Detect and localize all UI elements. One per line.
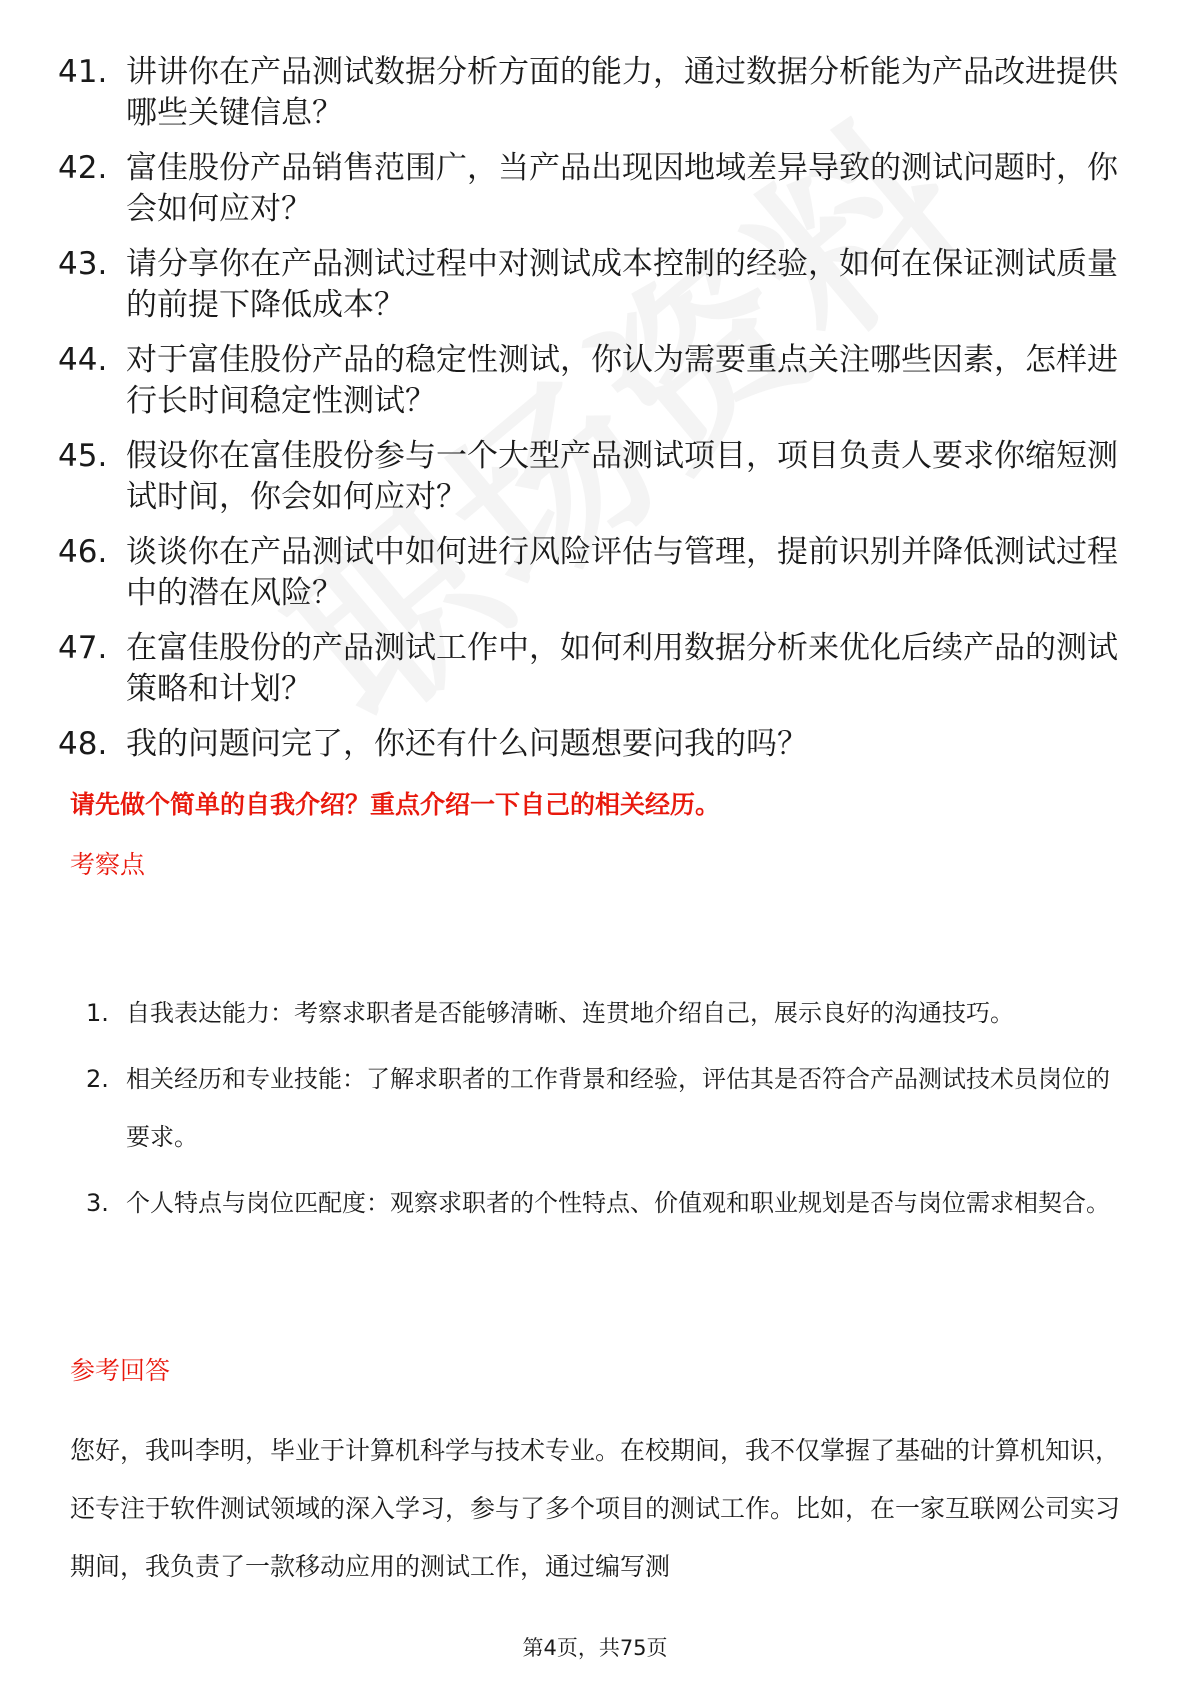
question-list (58, 52, 1138, 779)
question-number: 45. (58, 438, 108, 474)
question-item (58, 148, 1138, 230)
answer-paragraph: 您好，我叫李明，毕业于计算机科学与技术专业。在校期间，我不仅掌握了基础的计算机知识，还专注于软件测试领域的深入学习，参与了多个项目的测试工作。比如，在一家互联网公司实习期间，我负责了一款移动应用的测试工作，通过编写测 (70, 1436, 1121, 1581)
question-text: 我的问题问完了，你还有什么问题想要问我的吗？ (126, 726, 808, 762)
question-text: 在富佳股份的产品测试工作中，如何利用数据分析来优化后续产品的测试策略和计划？ (126, 630, 1118, 707)
question-text: 谈谈你在产品测试中如何进行风险评估与管理，提前识别并降低测试过程中的潜在风险？ (126, 534, 1118, 611)
point-item (86, 984, 1126, 1042)
question-number: 44. (58, 342, 108, 378)
section-heading: 请先做个简单的自我介绍？重点介绍一下自己的相关经历。 (70, 790, 721, 819)
question-item (58, 340, 1138, 422)
assessment-points (86, 984, 1126, 1240)
question-number: 46. (58, 534, 108, 570)
point-item (86, 1050, 1126, 1166)
question-item (58, 436, 1138, 518)
point-text: 个人特点与岗位匹配度：观察求职者的个性特点、价值观和职业规划是否与岗位需求相契合。 (126, 1189, 1110, 1217)
question-text: 请分享你在产品测试过程中对测试成本控制的经验，如何在保证测试质量的前提下降低成本？ (126, 246, 1118, 323)
point-number: 2. (86, 1065, 109, 1093)
question-number: 41. (58, 54, 108, 90)
question-item (58, 52, 1138, 134)
question-item (58, 532, 1138, 614)
question-number: 43. (58, 246, 108, 282)
points-label: 考察点 (70, 850, 146, 879)
question-text: 讲讲你在产品测试数据分析方面的能力，通过数据分析能为产品改进提供哪些关键信息？ (126, 54, 1118, 131)
point-text: 自我表达能力：考察求职者是否能够清晰、连贯地介绍自己，展示良好的沟通技巧。 (126, 999, 1014, 1027)
question-item (58, 244, 1138, 326)
question-text: 假设你在富佳股份参与一个大型产品测试项目，项目负责人要求你缩短测试时间，你会如何应对？ (126, 438, 1118, 515)
page-footer: 第4页，共75页 (522, 1636, 668, 1660)
point-number: 1. (86, 999, 109, 1027)
point-number: 3. (86, 1189, 109, 1217)
question-number: 47. (58, 630, 108, 666)
point-item (86, 1174, 1126, 1232)
question-text: 富佳股份产品销售范围广，当产品出现因地域差异导致的测试问题时，你会如何应对？ (126, 150, 1118, 227)
question-number: 48. (58, 726, 108, 762)
question-item (58, 628, 1138, 710)
point-text: 相关经历和专业技能：了解求职者的工作背景和经验，评估其是否符合产品测试技术员岗位的要求。 (126, 1065, 1110, 1151)
question-text: 对于富佳股份产品的稳定性测试，你认为需要重点关注哪些因素，怎样进行长时间稳定性测试？ (126, 342, 1118, 419)
question-number: 42. (58, 150, 108, 186)
question-item (58, 724, 1138, 765)
answer-label: 参考回答 (70, 1356, 171, 1385)
